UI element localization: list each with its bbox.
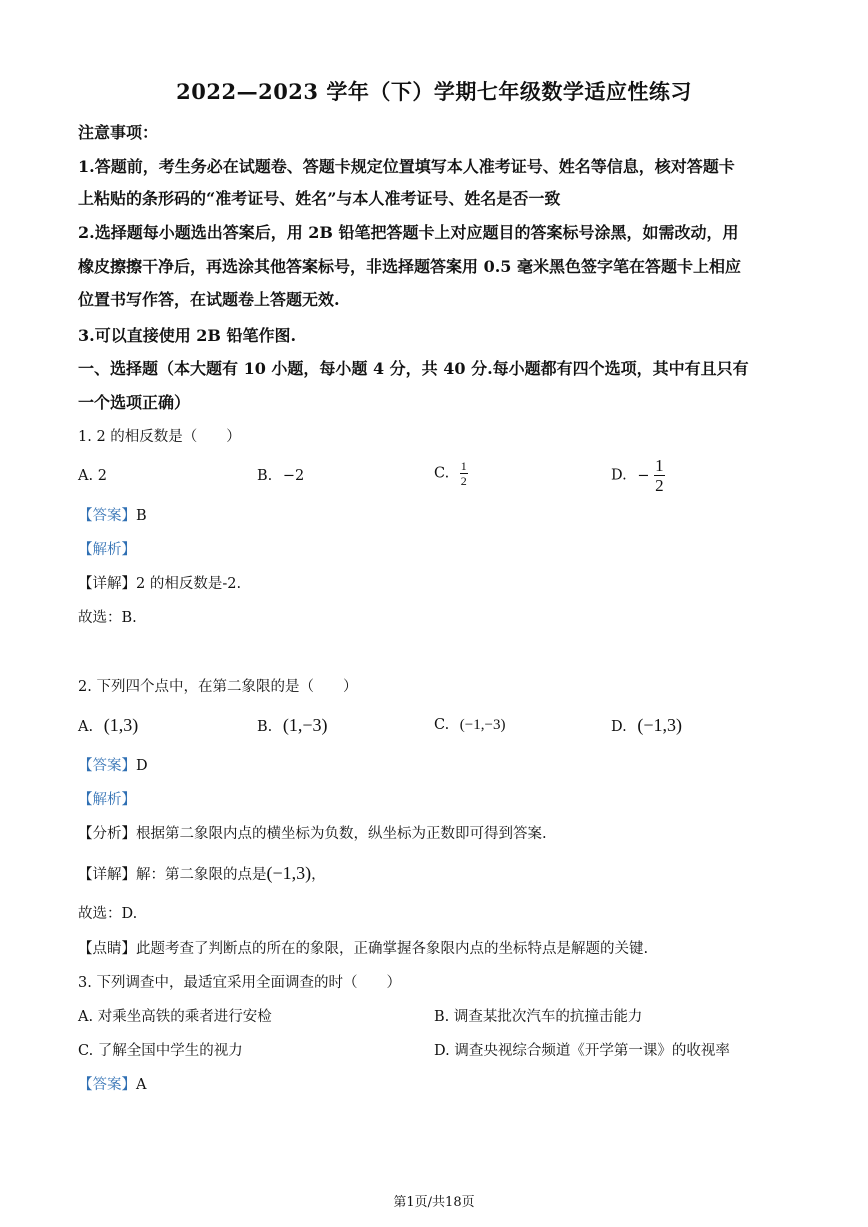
q1-option-a: A. 2 [78, 468, 107, 484]
q2-option-c-value: (−1,−3) [459, 717, 506, 733]
q2-option-b-value: (1,−3) [282, 715, 328, 735]
notice-heading: 注意事项： [78, 123, 159, 142]
notice-item1-line2: 上粘贴的条形码的“准考证号、姓名”与本人准考证号、姓名是否一致 [78, 189, 561, 208]
q1-detail-tag: 【详解】 [78, 576, 136, 592]
notice-item2-line1: 2.选择题每小题选出答案后，用 2B 铅笔把答题卡上对应题目的答案标号涂黑，如需改动，用 [78, 223, 739, 242]
q2-detail-math: (−1,3) [266, 863, 312, 883]
notice-item2-line3: 位置书写作答，在试题卷上答题无效. [78, 290, 340, 309]
q1-option-d-sign: − [637, 467, 650, 484]
q2-option-d-value: (−1,3) [637, 715, 682, 735]
q2-option-c [434, 713, 505, 737]
q2-stem: 2. 下列四个点中，在第二象限的是（ ） [78, 679, 358, 695]
q2-analysis-tag: 【解析】 [78, 792, 136, 808]
q1-stem: 1. 2 的相反数是（ ） [78, 429, 241, 445]
q2-option-a-label: A. [78, 719, 94, 735]
q2-detail-end: ， [311, 867, 326, 883]
q1-detail-text: 2 的相反数是-2. [136, 576, 242, 592]
q3-answer-value: A [136, 1077, 147, 1093]
q1-option-b [257, 464, 304, 488]
q3-answer-tag: 【答案】 [78, 1077, 136, 1093]
q1-option-d-denominator: 2 [655, 476, 664, 495]
section1-line1: 一、选择题（本大题有 10 小题，每小题 4 分，共 40 分.每小题都有四个选项，其中有且只有 [78, 359, 749, 378]
page-title: 2022—2023 学年（下）学期七年级数学适应性练习 [176, 79, 692, 104]
q1-option-c [434, 460, 468, 487]
notice-item3: 3.可以直接使用 2B 铅笔作图. [78, 326, 297, 345]
notice-item1-line1: 1.答题前，考生务必在试题卷、答题卡规定位置填写本人准考证号、姓名等信息，核对答题卡 [78, 157, 735, 176]
q2-comment-tag: 【点睛】 [78, 941, 136, 957]
q2-fenxi [78, 822, 547, 846]
q3-option-d: D. 调查央视综合频道《开学第一课》的收视率 [434, 1043, 730, 1059]
q3-option-a: A. 对乘坐高铁的乘者进行安检 [78, 1009, 272, 1025]
q2-fenxi-text: 根据第二象限内点的横坐标为负数，纵坐标为正数即可得到答案. [136, 826, 547, 842]
q2-option-a [78, 713, 138, 739]
q2-comment-text: 此题考查了判断点的所在的象限，正确掌握各象限内点的坐标特点是解题的关键. [136, 941, 649, 957]
q2-analysis [78, 788, 136, 812]
q2-detail [78, 861, 326, 887]
q1-answer [78, 504, 147, 528]
q2-comment [78, 937, 648, 961]
q3-stem: 3. 下列调查中，最适宜采用全面调查的时（ ） [78, 975, 401, 991]
q1-choice: 故选：B. [78, 610, 137, 626]
q2-option-b-label: B. [257, 719, 273, 735]
q1-option-d-label: D. [611, 467, 627, 484]
q1-option-b-value: −2 [282, 468, 305, 484]
q1-answer-tag: 【答案】 [78, 508, 136, 524]
q1-option-d-fraction [654, 457, 665, 494]
q1-answer-value: B [136, 508, 147, 524]
q1-option-c-fraction [460, 460, 468, 487]
q2-option-c-label: C. [434, 717, 450, 733]
section1-line2: 一个选项正确） [78, 393, 191, 412]
q2-option-d [611, 713, 682, 739]
q2-answer-tag: 【答案】 [78, 758, 136, 774]
q3-answer [78, 1073, 146, 1097]
q2-choice: 故选：D. [78, 906, 138, 922]
notice-item2-line2: 橡皮擦擦干净后，再选涂其他答案标号，非选择题答案用 0.5 毫米黑色签字笔在答题卡上相应 [78, 257, 741, 276]
q1-detail [78, 572, 241, 596]
q2-detail-tag: 【详解】 [78, 867, 136, 883]
q2-answer-value: D [136, 758, 148, 774]
q1-option-b-label: B. [257, 468, 273, 484]
q2-detail-text: 解：第二象限的点是 [136, 867, 267, 883]
page-footer: 第1页/共18页 [393, 1195, 475, 1210]
q2-fenxi-tag: 【分析】 [78, 826, 136, 842]
q1-analysis [78, 538, 136, 562]
q3-option-b: B. 调查某批次汽车的抗撞击能力 [434, 1009, 643, 1025]
q3-option-c: C. 了解全国中学生的视力 [78, 1043, 243, 1059]
q1-option-d-numerator: 1 [655, 456, 664, 475]
q1-analysis-tag: 【解析】 [78, 542, 136, 558]
q2-option-b [257, 713, 328, 739]
q2-option-d-label: D. [611, 719, 627, 735]
q2-answer [78, 754, 148, 778]
q2-option-a-value: (1,3) [103, 715, 139, 735]
q1-option-c-denominator: 2 [460, 474, 467, 488]
q1-option-c-label: C. [434, 465, 450, 482]
q1-option-d [611, 457, 665, 494]
q1-option-c-numerator: 1 [460, 459, 467, 473]
